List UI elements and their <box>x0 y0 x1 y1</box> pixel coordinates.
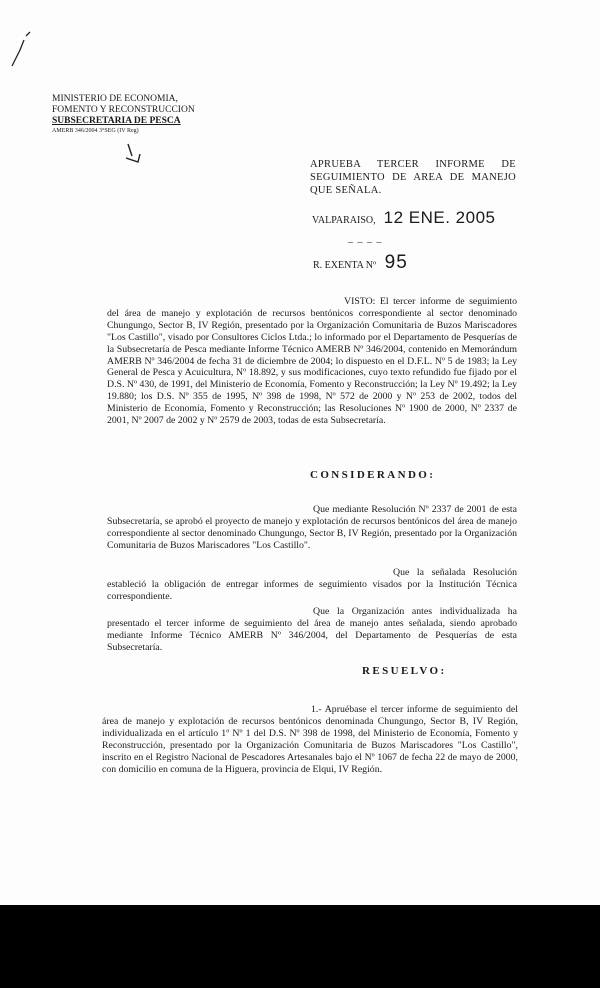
scan-border <box>0 905 600 988</box>
considerando-paragraph-3: Que la Organización antes individualizada ha presentado el tercer informe de seguimiento del área de manejo antes señalada, siendo aprobado mediante Informe Técnico AMERB Nº 346/2004, del Departamento de Pesquerías de esta Subsecretaría. <box>107 606 517 653</box>
exenta-number: 95 <box>384 252 408 273</box>
document-subject: APRUEBA TERCER INFORME DE SEGUIMIENTO DE AREA DE MANEJO QUE SEÑALA. <box>310 159 516 196</box>
subsecretaria-name: SUBSECRETARIA DE PESCA <box>52 116 181 126</box>
pen-stroke-mark <box>8 30 38 70</box>
ministry-header <box>52 94 195 135</box>
place-date <box>312 208 496 228</box>
considerando-heading: CONSIDERANDO: <box>310 469 436 481</box>
resuelvo-paragraph-1: 1.- Apruébase el tercer informe de seguimiento del área de manejo y explotación de recursos bentónicos denominada Chungungo, Sector B, IV Región, individualizada en el artículo 1º Nº 1 del D.S. Nº 398 de 1998, del Ministerio de Economía, Fomento y Reconstrucción, presentado por la Organización Comunitaria de Buzos Mariscadores "Los Castillo", inscrito en el Registro Nacional de Pescadores Artesanales bajo el Nº 1067 de fecha 22 de mayo de 2000, con domicilio en comuna de la Higuera, provincia de Elqui, IV Región. <box>102 704 518 775</box>
resolution-number <box>313 252 408 274</box>
ministry-name: MINISTERIO DE ECONOMIA, <box>52 94 178 104</box>
place-label: VALPARAISO, <box>312 215 376 226</box>
exenta-label: R. EXENTA Nº <box>313 260 377 271</box>
considerando-paragraph-1: Que mediante Resolución Nº 2337 de 2001 de esta Subsecretaría, se aprobó el proyecto de manejo y explotación de recursos bentónicos del área de manejo correspondiente al sector denominado Chungungo, Sector B, IV Región, presentado por la Organización Comunitaria de Buzos Mariscadores "Los Castillo". <box>107 504 517 551</box>
ministry-name-cont: FOMENTO Y RECONSTRUCCION <box>52 105 195 115</box>
visto-paragraph: VISTO: El tercer informe de seguimiento del área de manejo y explotación de recursos bentónicos correspondiente al sector denominado Chungungo, Sector B, IV Región, presentado por la Organización Comunitaria de Buzos Mariscadores "Los Castillo", visado por Consultores Ciclos Ltda.; lo informado por el Departamento de Pesquerías de la Subsecretaría de Pesca mediante Informe Técnico AMERB Nº 346/2004, contenido en Memorándum AMERB Nº 346/2004 de fecha 31 de diciembre de 2004; lo dispuesto en el D.F.L. Nº 5 de 1983; la Ley General de Pesca y Acuicultura, Nº 18.892, y sus modificaciones, cuyo texto refundido fue fijado por el D.S. Nº 430, de 1991, del Ministerio de Economía, Fomento y Reconstrucción; la Ley Nº 19.492; la Ley 19.880; los D.S. Nº 355 de 1995, Nº 398 de 1998, Nº 572 de 2000 y Nº 253 de 2002, todos del Ministerio de Economía, Fomento y Reconstrucción; las Resoluciones Nº 1900 de 2000, Nº 2337 de 2001, Nº 2007 de 2002 y Nº 2579 de 2003, todas de esta Subsecretaría. <box>107 296 517 427</box>
considerando-paragraph-2: Que la señalada Resolución estableció la obligación de entregar informes de seguimiento visados por la Institución Técnica correspondiente. <box>107 567 517 602</box>
reference-code: AMERB 346/2004 3°SEG (IV Reg) <box>52 128 139 134</box>
date-stamp: 12 ENE. 2005 <box>383 208 496 227</box>
initials-mark <box>118 140 148 168</box>
resuelvo-heading: RESUELVO: <box>362 665 447 677</box>
dashes: – – – – <box>348 237 383 248</box>
